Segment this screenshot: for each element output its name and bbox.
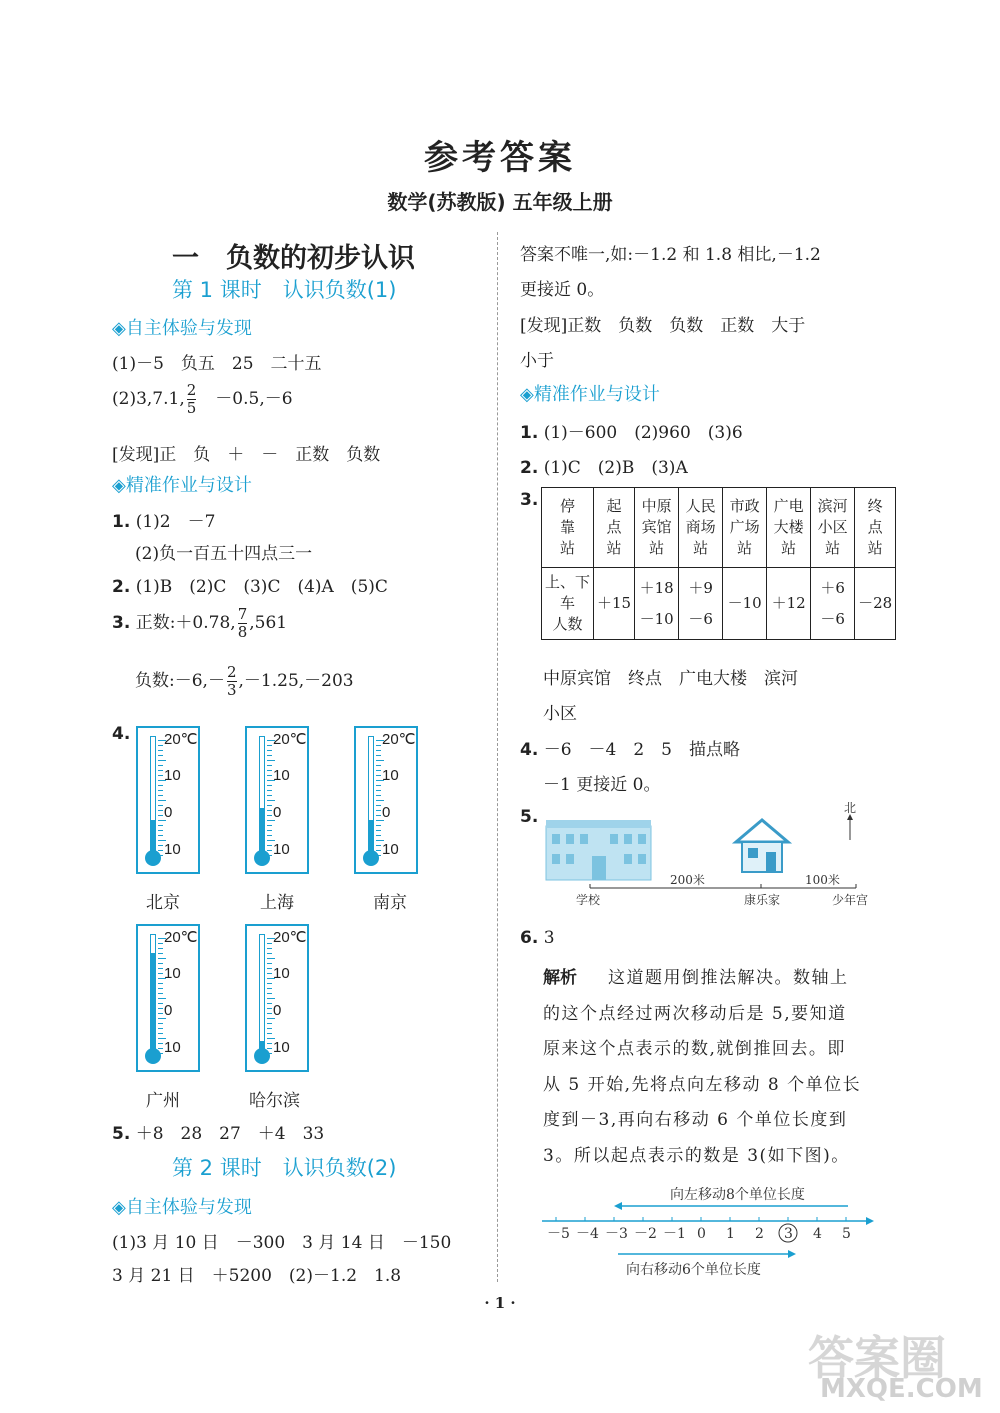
bus-table-wrap <box>541 487 896 640</box>
thermometer-city-label: 南京 <box>373 893 407 913</box>
practice-5: 5. ＋8 28 27 ＋4 33 <box>112 1124 325 1144</box>
lesson2-line-2: 3 月 21 日 ＋5200 (2)－1.2 1.8 <box>112 1266 402 1286</box>
thermometer-icon <box>245 726 309 874</box>
number-line-tick-label: 4 <box>813 1226 822 1242</box>
thermometer-scale-label: 20℃ <box>273 929 307 946</box>
thermometer-scale-label: 10 <box>164 965 181 982</box>
explore-line-3: [发现]正 负 ＋ － 正数 负数 <box>112 445 381 465</box>
kangle-label: 康乐家 <box>744 893 781 907</box>
number-line-tick-label: 5 <box>842 1226 851 1242</box>
practice2-3-answer-b: 小区 <box>543 704 577 724</box>
table-header-cell: 人民 商场 站 <box>679 488 723 568</box>
lesson-1-title: 第 1 课时 认识负数(1) <box>172 278 397 302</box>
number-line-figure <box>540 1182 880 1282</box>
thermometer-fill <box>260 808 264 855</box>
thermometer-scale-label: 0 <box>164 804 173 821</box>
section-practice-2: ◈精准作业与设计 <box>520 384 660 405</box>
table-header-cell: 起 点 站 <box>594 488 635 568</box>
right-line-2: 更接近 0。 <box>520 280 605 300</box>
thermometer-icon <box>245 924 309 1072</box>
watermark-logo: 答案圈 <box>808 1331 946 1385</box>
thermometer-scale-label: 0 <box>382 804 391 821</box>
practice-1a: 1. (1)2 －7 <box>112 512 216 532</box>
analysis-line: 的这个点经过两次移动后是 5,要知道 <box>543 1003 847 1024</box>
number-line-tick-label: －1 <box>663 1226 686 1242</box>
practice2-6: 6. 3 <box>520 928 555 948</box>
thermometer-scale-label: 10 <box>164 841 181 858</box>
number-line-tick-label: －4 <box>576 1226 599 1242</box>
number-line-tick-label: －3 <box>605 1226 628 1242</box>
thermometer-scale-label: 0 <box>164 1002 173 1019</box>
table-cell: －28 <box>855 568 896 640</box>
analysis-line: 3。所以起点表示的数是 3(如下图)。 <box>543 1145 850 1166</box>
right-move-label: 向右移动6个单位长度 <box>626 1262 761 1278</box>
table-row-label: 上、下 车 人数 <box>542 568 594 640</box>
thermometer-scale-label: 0 <box>273 1002 282 1019</box>
table-header-cell: 滨河 小区 站 <box>811 488 855 568</box>
lesson-2-title: 第 2 课时 认识负数(2) <box>172 1156 397 1180</box>
practice2-4: 4. －6 －4 2 5 描点略 <box>520 740 740 760</box>
thermometer-icon <box>136 924 200 1072</box>
section-explore-2: ◈自主体验与发现 <box>112 1197 252 1218</box>
thermometer-scale-label: 10 <box>164 1039 181 1056</box>
fraction: $\frac{2}{5}$ <box>186 381 197 417</box>
number-line-tick-label: －2 <box>634 1226 657 1242</box>
thermometer-scale-label: 10 <box>382 841 399 858</box>
table-cell: －10 <box>723 568 767 640</box>
thermometer-fill <box>151 953 155 1053</box>
table-header-cell: 市政 广场 站 <box>723 488 767 568</box>
left-move-label: 向左移动8个单位长度 <box>670 1187 805 1203</box>
thermometer-scale-label: 10 <box>164 767 181 784</box>
page-title: 参考答案 <box>424 138 576 178</box>
number-line-tick-label: 2 <box>755 1226 764 1242</box>
practice-3b: 负数:－6,－ $\frac{2}{3}$ ,－1.25,－203 <box>135 663 354 699</box>
explore-line-1: (1)－5 负五 25 二十五 <box>112 354 322 374</box>
thermometer-scale-label: 20℃ <box>164 731 198 748</box>
analysis-line: 这道题用倒推法解决。数轴上 <box>608 968 849 988</box>
table-header-cell: 广电 大楼 站 <box>767 488 811 568</box>
table-cell: ＋9 －6 <box>679 568 723 640</box>
practice2-4b: －1 更接近 0。 <box>543 775 661 795</box>
thermometer-city-label: 广州 <box>146 1091 180 1111</box>
thermometer-scale-label: 10 <box>273 767 290 784</box>
thermometer-scale-label: 10 <box>382 767 399 784</box>
right-line-1: 答案不唯一,如:－1.2 和 1.8 相比,－1.2 <box>520 245 821 265</box>
practice2-2: 2. (1)C (2)B (3)A <box>520 458 688 478</box>
north-label: 北 <box>844 801 857 815</box>
map-illustration <box>540 800 880 912</box>
page-number: · 1 · <box>484 1294 516 1312</box>
section-practice-1: ◈精准作业与设计 <box>112 475 252 496</box>
number-line-tick-label: －5 <box>547 1226 570 1242</box>
thermometer-scale-label: 20℃ <box>164 929 198 946</box>
house-icon <box>736 820 788 872</box>
analysis-line: 从 5 开始,先将点向左移动 8 个单位长 <box>543 1074 862 1095</box>
thermometer-city-label: 北京 <box>146 893 180 913</box>
thermometer-scale-label: 20℃ <box>273 731 307 748</box>
table-cell: ＋18 －10 <box>635 568 679 640</box>
practice-2: 2. (1)B (2)C (3)C (4)A (5)C <box>112 577 388 597</box>
thermometer-scale-label: 10 <box>273 1039 290 1056</box>
page-subtitle: 数学(苏教版) 五年级上册 <box>387 190 613 214</box>
table-header-cell: 停 靠 站 <box>542 488 594 568</box>
watermark-url: MXQE.COM <box>820 1374 983 1404</box>
table-cell: ＋6 －6 <box>811 568 855 640</box>
analysis-label: 解析 <box>543 968 577 988</box>
table-cell: ＋15 <box>594 568 635 640</box>
chapter-title: 一 负数的初步认识 <box>172 243 415 274</box>
thermometer-scale-label: 0 <box>273 804 282 821</box>
table-header-cell: 终 点 站 <box>855 488 896 568</box>
lesson2-line-1: (1)3 月 10 日 －300 3 月 14 日 －150 <box>112 1233 452 1253</box>
distance-200: 200米 <box>670 873 705 887</box>
practice-3a: 3. 正数:＋0.78, $\frac{7}{8}$ ,561 <box>112 605 288 641</box>
thermometer-scale-label: 10 <box>273 965 290 982</box>
distance-100: 100米 <box>805 873 840 887</box>
practice2-1: 1. (1)－600 (2)960 (3)6 <box>520 423 743 443</box>
practice2-3-number: 3. <box>520 490 539 510</box>
practice-4-number: 4. <box>112 724 131 744</box>
number-line-tick-label: 0 <box>697 1226 706 1242</box>
thermometer-scale-label: 10 <box>273 841 290 858</box>
column-divider <box>497 232 498 1282</box>
bus-table <box>541 487 896 640</box>
analysis-line: 度到－3,再向右移动 6 个单位长度到 <box>543 1110 848 1130</box>
right-line-4: 小于 <box>520 351 554 371</box>
table-cell: ＋12 <box>767 568 811 640</box>
school-building-icon <box>546 820 651 880</box>
thermometer-icon <box>354 726 418 874</box>
palace-label: 少年宫 <box>832 893 869 907</box>
explore-line-2: (2)3,7.1, $\frac{2}{5}$ －0.5,－6 <box>112 381 293 417</box>
practice-1b: (2)负一百五十四点三一 <box>135 544 313 564</box>
number-line-tick-label: 1 <box>726 1226 735 1242</box>
right-line-3: [发现]正数 负数 负数 正数 大于 <box>520 316 806 336</box>
analysis-line: 原来这个点表示的数,就倒推回去。即 <box>543 1039 846 1059</box>
school-label: 学校 <box>576 893 601 907</box>
table-header-cell: 中原 宾馆 站 <box>635 488 679 568</box>
thermometer-city-label: 上海 <box>260 893 294 913</box>
number-line-tick-label: 3 <box>784 1226 793 1242</box>
thermometer-icon <box>136 726 200 874</box>
practice2-5-number: 5. <box>520 807 539 827</box>
thermometer-scale-label: 20℃ <box>382 731 416 748</box>
practice2-3-answer-a: 中原宾馆 终点 广电大楼 滨河 <box>543 669 798 689</box>
thermometer-city-label: 哈尔滨 <box>249 1091 300 1111</box>
section-explore-1: ◈自主体验与发现 <box>112 318 252 339</box>
